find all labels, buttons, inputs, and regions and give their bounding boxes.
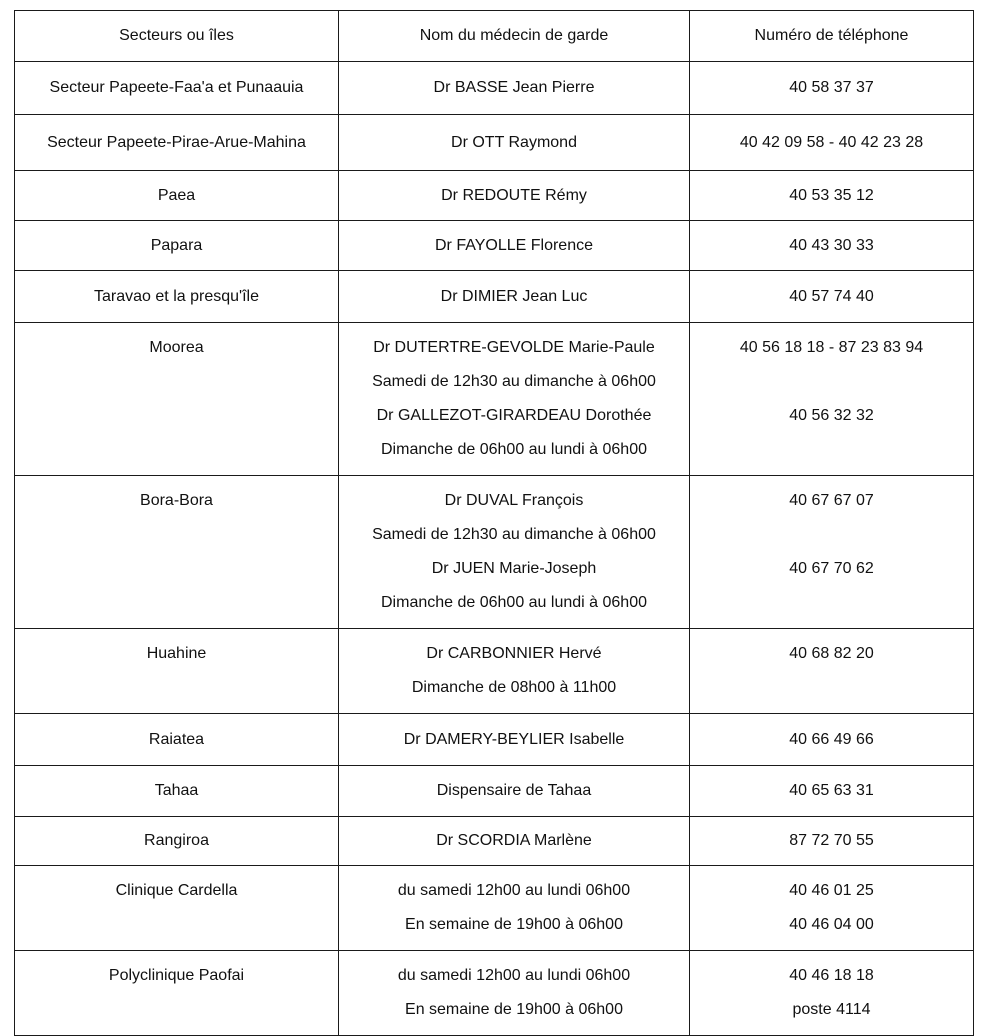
- header-row: [15, 11, 974, 62]
- phone-cell: 40 68 82 20: [690, 629, 974, 714]
- table-row: [15, 271, 974, 323]
- phone-cell: 87 72 70 55: [690, 817, 974, 866]
- doctor-cell: Dr DUTERTRE-GEVOLDE Marie-Paule Samedi de 12h30 au dimanche à 06h00 Dr GALLEZOT-GIRARDEAU Dorothée Dimanche de 06h00 au lundi à 06h00: [339, 323, 690, 476]
- table-row: [15, 476, 974, 629]
- sector-cell: Papara: [15, 221, 339, 271]
- sector-cell: Bora-Bora: [15, 476, 339, 629]
- table-row: [15, 323, 974, 476]
- table-row: [15, 766, 974, 817]
- phone-cell: 40 42 09 58 - 40 42 23 28: [690, 115, 974, 171]
- sector-cell: Clinique Cardella: [15, 866, 339, 951]
- doctor-cell: Dr OTT Raymond: [339, 115, 690, 171]
- doctor-cell: Dr DAMERY-BEYLIER Isabelle: [339, 714, 690, 766]
- doctor-cell: Dr BASSE Jean Pierre: [339, 62, 690, 115]
- doctor-cell: du samedi 12h00 au lundi 06h00 En semaine de 19h00 à 06h00: [339, 951, 690, 1036]
- doctor-cell: Dr FAYOLLE Florence: [339, 221, 690, 271]
- doctor-cell: Dr DIMIER Jean Luc: [339, 271, 690, 323]
- sector-cell: Taravao et la presqu'île: [15, 271, 339, 323]
- sector-cell: Tahaa: [15, 766, 339, 817]
- table-row: [15, 221, 974, 271]
- phone-cell: 40 43 30 33: [690, 221, 974, 271]
- phone-cell: 40 57 74 40: [690, 271, 974, 323]
- doctor-cell: Dr REDOUTE Rémy: [339, 171, 690, 221]
- table-row: [15, 62, 974, 115]
- header-phone: Numéro de téléphone: [690, 11, 974, 62]
- table-row: [15, 951, 974, 1036]
- table-row: [15, 714, 974, 766]
- phone-cell: 40 67 67 07 40 67 70 62: [690, 476, 974, 629]
- phone-cell: 40 56 18 18 - 87 23 83 94 40 56 32 32: [690, 323, 974, 476]
- header-sector: Secteurs ou îles: [15, 11, 339, 62]
- sector-cell: Paea: [15, 171, 339, 221]
- phone-cell: 40 46 18 18 poste 4114: [690, 951, 974, 1036]
- phone-cell: 40 65 63 31: [690, 766, 974, 817]
- on-call-doctors-table: [14, 10, 974, 1036]
- phone-cell: 40 46 01 25 40 46 04 00: [690, 866, 974, 951]
- table-row: [15, 171, 974, 221]
- phone-cell: 40 53 35 12: [690, 171, 974, 221]
- sector-cell: Polyclinique Paofai: [15, 951, 339, 1036]
- sector-cell: Raiatea: [15, 714, 339, 766]
- table-row: [15, 817, 974, 866]
- sector-cell: Secteur Papeete-Pirae-Arue-Mahina: [15, 115, 339, 171]
- doctor-cell: Dispensaire de Tahaa: [339, 766, 690, 817]
- sector-cell: Rangiroa: [15, 817, 339, 866]
- sector-cell: Huahine: [15, 629, 339, 714]
- header-doctor: Nom du médecin de garde: [339, 11, 690, 62]
- phone-cell: 40 66 49 66: [690, 714, 974, 766]
- table-row: [15, 115, 974, 171]
- doctor-cell: Dr DUVAL François Samedi de 12h30 au dimanche à 06h00 Dr JUEN Marie-Joseph Dimanche de 06h00 au lundi à 06h00: [339, 476, 690, 629]
- sector-cell: Moorea: [15, 323, 339, 476]
- phone-cell: 40 58 37 37: [690, 62, 974, 115]
- table-row: [15, 866, 974, 951]
- table-row: [15, 629, 974, 714]
- doctor-cell: Dr SCORDIA Marlène: [339, 817, 690, 866]
- doctor-cell: Dr CARBONNIER Hervé Dimanche de 08h00 à 11h00: [339, 629, 690, 714]
- doctor-cell: du samedi 12h00 au lundi 06h00 En semaine de 19h00 à 06h00: [339, 866, 690, 951]
- sector-cell: Secteur Papeete-Faa'a et Punaauia: [15, 62, 339, 115]
